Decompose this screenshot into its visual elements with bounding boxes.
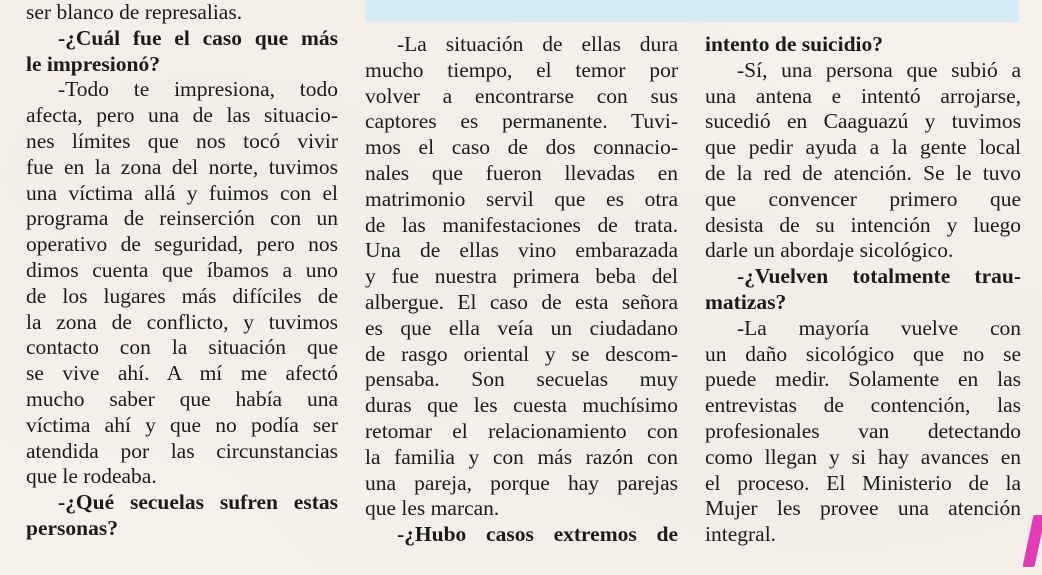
body-text-line: -Sí, una persona que subió a (737, 57, 1021, 82)
body-text-line: de los lugares más difíciles de (26, 283, 338, 308)
body-text-line: contacto con la situación que (26, 335, 338, 360)
body-text-line: fue en la zona del norte, tuvimos (26, 154, 338, 179)
body-text-line: afecta, pero una de las situacio- (26, 103, 338, 128)
body-text-line: un daño sicológico que no se (705, 341, 1021, 366)
body-text-line: de rasgo oriental y se descom- (365, 341, 678, 366)
body-text-line: una pareja, porque hay parejas (365, 470, 678, 495)
pink-highlighter-mark (1022, 515, 1042, 567)
body-text-line: es que ella veía un ciudadano (365, 315, 678, 340)
body-text-line: Mujer les provee una atención (705, 496, 1021, 521)
body-text-line: una víctima allá y fuimos con el (26, 180, 338, 205)
question-line: -¿Cuál fue el caso que más (58, 25, 338, 50)
body-text-line: y fue nuestra primera beba del (365, 264, 678, 289)
body-text-line: nales que fueron llevadas en (365, 160, 678, 185)
body-text-line: profesionales van detectando (705, 418, 1021, 443)
body-text-line: como llegan y si hay avances en (705, 444, 1021, 469)
body-text-line: darle un abordaje sicológico. (705, 238, 954, 263)
question-line: -¿Hubo casos extremos de (397, 522, 678, 547)
body-text-line: nes límites que nos tocó vivir (26, 128, 338, 153)
body-text-line: que le rodeaba. (26, 464, 157, 489)
body-text-line: matrimonio servil que es otra (365, 186, 678, 211)
question-line: personas? (26, 515, 118, 540)
body-text-line: mos el caso de dos connacio- (365, 135, 678, 160)
body-text-line: mucho tiempo, el temor por (365, 57, 678, 82)
article-column-1 (26, 0, 338, 542)
body-text-line: dimos cuenta que íbamos a uno (26, 257, 338, 282)
blue-sidebar-box (365, 0, 1019, 22)
body-text-line: víctima ahí y que no podía ser (26, 412, 338, 437)
body-text-line: de la red de atención. Se le tuvo (705, 160, 1021, 185)
body-text-line: la zona de conflicto, y tuvimos (26, 309, 338, 334)
body-text-line: albergue. El caso de esta señora (365, 289, 678, 314)
body-text-line: duras que les cuesta muchísimo (365, 393, 678, 418)
body-text-line: pensaba. Son secuelas muy (365, 367, 678, 392)
body-text-line: -La situación de ellas dura (397, 32, 678, 56)
body-text-line: de las manifestaciones de trata. (365, 212, 678, 237)
body-text-line: programa de reinserción con un (26, 206, 338, 231)
body-text-line: ser blanco de represalias. (26, 0, 243, 24)
body-text-line: entrevistas de contención, las (705, 393, 1021, 418)
body-text-line: una antena e intentó arrojarse, (705, 83, 1021, 108)
body-text-line: Una de ellas vino embarazada (365, 238, 678, 263)
article-column-2 (365, 32, 678, 548)
body-text-line: desista de su intención y luego (705, 212, 1021, 237)
body-text-line: la familia y con más razón con (365, 444, 678, 469)
body-text-line: el proceso. El Ministerio de la (705, 470, 1021, 495)
body-text-line: -Todo te impresiona, todo (58, 77, 338, 102)
body-text-line: integral. (705, 522, 777, 547)
body-text-line: atendida por las circunstancias (26, 438, 338, 463)
body-text-line: que pedir ayuda a la gente local (705, 135, 1021, 160)
body-text-line: mucho saber que había una (26, 386, 338, 411)
body-text-line: -La mayoría vuelve con (737, 315, 1021, 340)
body-text-line: que les marcan. (365, 496, 500, 521)
body-text-line: que convencer primero que (705, 186, 1021, 211)
question-line: -¿Qué secuelas sufren estas (58, 490, 338, 515)
body-text-line: volver a encontrarse con sus (365, 83, 678, 108)
body-text-line: sucedió en Caaguazú y tuvimos (705, 109, 1021, 134)
body-text-line: puede medir. Solamente en las (705, 367, 1021, 392)
question-line: le impresionó? (26, 51, 160, 76)
question-line: -¿Vuelven totalmente trau- (737, 264, 1021, 289)
question-line: matizas? (705, 289, 787, 314)
body-text-line: captores es permanente. Tuvi- (365, 109, 678, 134)
question-line: intento de suicidio? (705, 32, 883, 56)
body-text-line: operativo de seguridad, pero nos (26, 232, 338, 257)
body-text-line: retomar el relacionamiento con (365, 418, 678, 443)
body-text-line: se vive ahí. A mí me afectó (26, 361, 338, 386)
article-column-3 (705, 32, 1021, 548)
